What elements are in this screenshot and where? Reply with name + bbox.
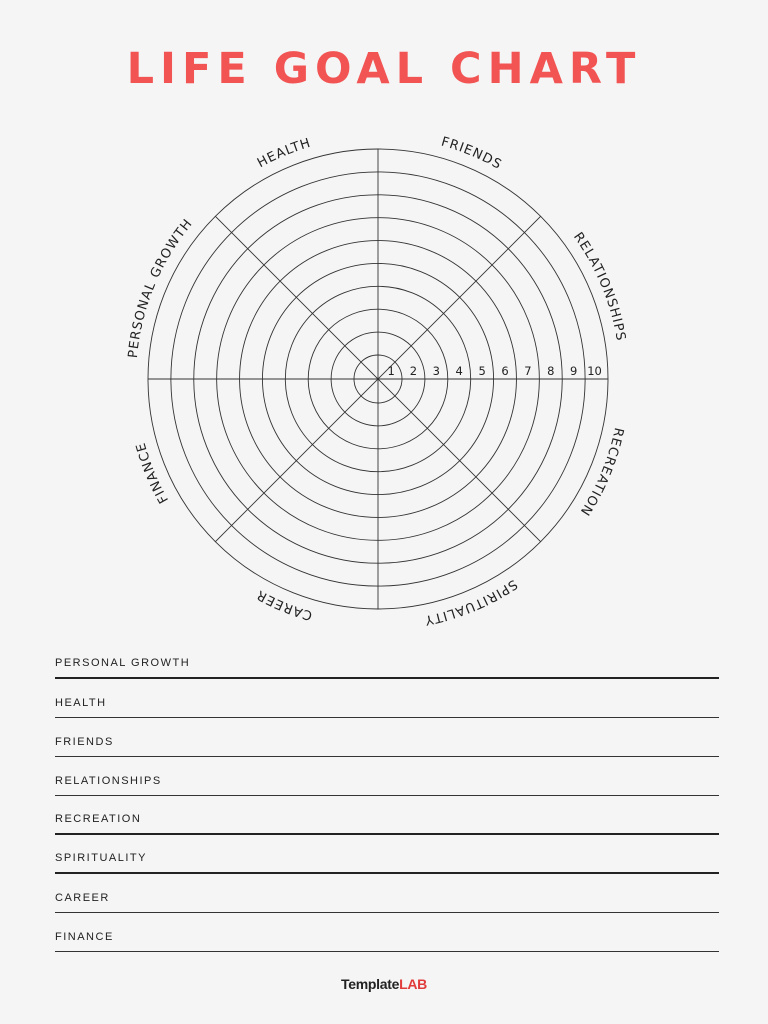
scale-number-10: 10 (587, 364, 602, 378)
goal-label: RECREATION (55, 813, 142, 825)
scale-number-8: 8 (547, 364, 555, 378)
goal-label: CAREER (55, 892, 110, 904)
goal-line-spirituality[interactable] (55, 835, 719, 874)
segment-label-health: HEALTH (254, 135, 314, 172)
goal-line-finance[interactable] (55, 913, 719, 952)
wheel-segment-labels (126, 135, 628, 628)
goal-line-career[interactable] (55, 874, 719, 913)
goal-line-relationships[interactable] (55, 757, 719, 796)
segment-label-recreation: RECREATION (576, 426, 626, 519)
segment-label-relationships: RELATIONSHIPS (570, 229, 629, 343)
scale-number-7: 7 (524, 364, 532, 378)
goal-line-personal-growth[interactable] (55, 640, 719, 679)
goal-line-friends[interactable] (55, 718, 719, 757)
segment-label-spirituality: SPIRITUALITY (422, 576, 520, 628)
goal-label: HEALTH (55, 697, 107, 709)
brand-logo (0, 976, 768, 992)
goal-line-health[interactable] (55, 679, 719, 718)
scale-number-9: 9 (570, 364, 578, 378)
segment-label-friends: FRIENDS (439, 134, 505, 173)
brand-main: Template (341, 976, 400, 992)
segment-label-personal-growth: PERSONAL GROWTH (125, 216, 196, 359)
goal-label: SPIRITUALITY (55, 852, 147, 864)
goal-label: FRIENDS (55, 736, 114, 748)
goal-label: RELATIONSHIPS (55, 775, 162, 787)
brand-accent: LAB (399, 976, 427, 992)
scale-number-1: 1 (387, 364, 395, 378)
page-title: LIFE GOAL CHART (126, 44, 642, 94)
scale-number-6: 6 (501, 364, 509, 378)
goal-label: FINANCE (55, 931, 114, 943)
scale-number-3: 3 (432, 364, 440, 378)
life-wheel-chart (94, 110, 674, 650)
wheel-spokes (148, 149, 608, 609)
wheel-scale-numbers (388, 364, 602, 378)
segment-label-finance: FINANCE (133, 440, 173, 506)
goal-line-recreation[interactable] (55, 796, 719, 835)
scale-number-5: 5 (478, 364, 486, 378)
goals-list (55, 640, 719, 952)
segment-label-career: CAREER (253, 586, 315, 623)
scale-number-4: 4 (455, 364, 463, 378)
scale-number-2: 2 (409, 364, 418, 378)
goal-label: PERSONAL GROWTH (55, 657, 191, 669)
